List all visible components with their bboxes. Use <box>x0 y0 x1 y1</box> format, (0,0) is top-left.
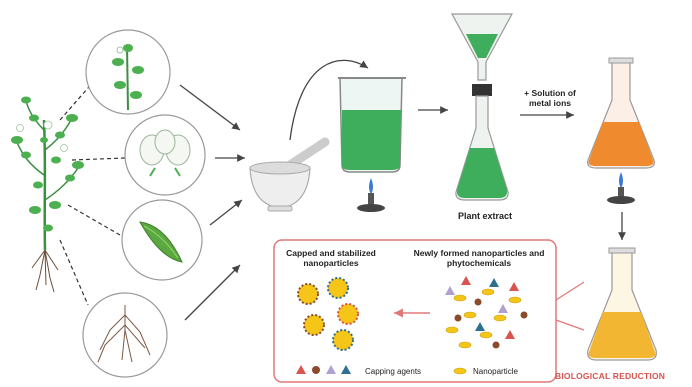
capped-nanoparticles <box>298 278 358 350</box>
erlenmeyer-flask-icon <box>588 58 655 168</box>
dashed-connectors <box>60 80 125 305</box>
funnel-flask-icon <box>452 14 512 200</box>
legend-triangle-blue <box>341 365 351 374</box>
arrows-to-mortar <box>180 85 245 320</box>
nanoparticle-icon <box>333 330 353 350</box>
nanoparticle-icon <box>338 304 358 324</box>
reduction-connector <box>556 282 584 330</box>
free-particles <box>445 276 528 349</box>
capping-agents-label: Capping agents <box>365 367 422 376</box>
legend-triangle-lilac <box>326 365 336 374</box>
flower-circle-icon <box>125 115 205 195</box>
plant-extract-label: Plant extract <box>457 211 513 221</box>
plant-icon <box>11 97 84 293</box>
newly-formed-label: Newly formed nanoparticles and phytochemicals <box>413 248 545 268</box>
beaker-icon <box>338 78 406 172</box>
burner-icon <box>607 172 635 204</box>
root-circle-icon <box>83 293 167 377</box>
burner-icon <box>357 178 385 212</box>
erlenmeyer-flask-icon <box>588 248 657 360</box>
nanoparticle-icon <box>304 315 324 335</box>
pod-circle-icon <box>122 200 202 280</box>
biological-reduction-label: BIOLOGICAL REDUCTION <box>555 371 666 381</box>
legend-triangle-red <box>296 365 306 374</box>
nanoparticle-label: Nanoparticle <box>473 367 518 376</box>
stem-circle-icon <box>86 30 170 114</box>
nanoparticle-icon <box>298 284 318 304</box>
capped-stabilized-label: Capped and stabilized nanoparticles <box>286 248 376 268</box>
legend-circle-brown <box>312 366 320 374</box>
nanoparticle-icon <box>328 278 348 298</box>
mortar-pestle-icon <box>250 142 325 211</box>
metal-ions-label: + Solution of metal ions <box>524 88 576 108</box>
legend-nanoparticle <box>454 368 466 374</box>
